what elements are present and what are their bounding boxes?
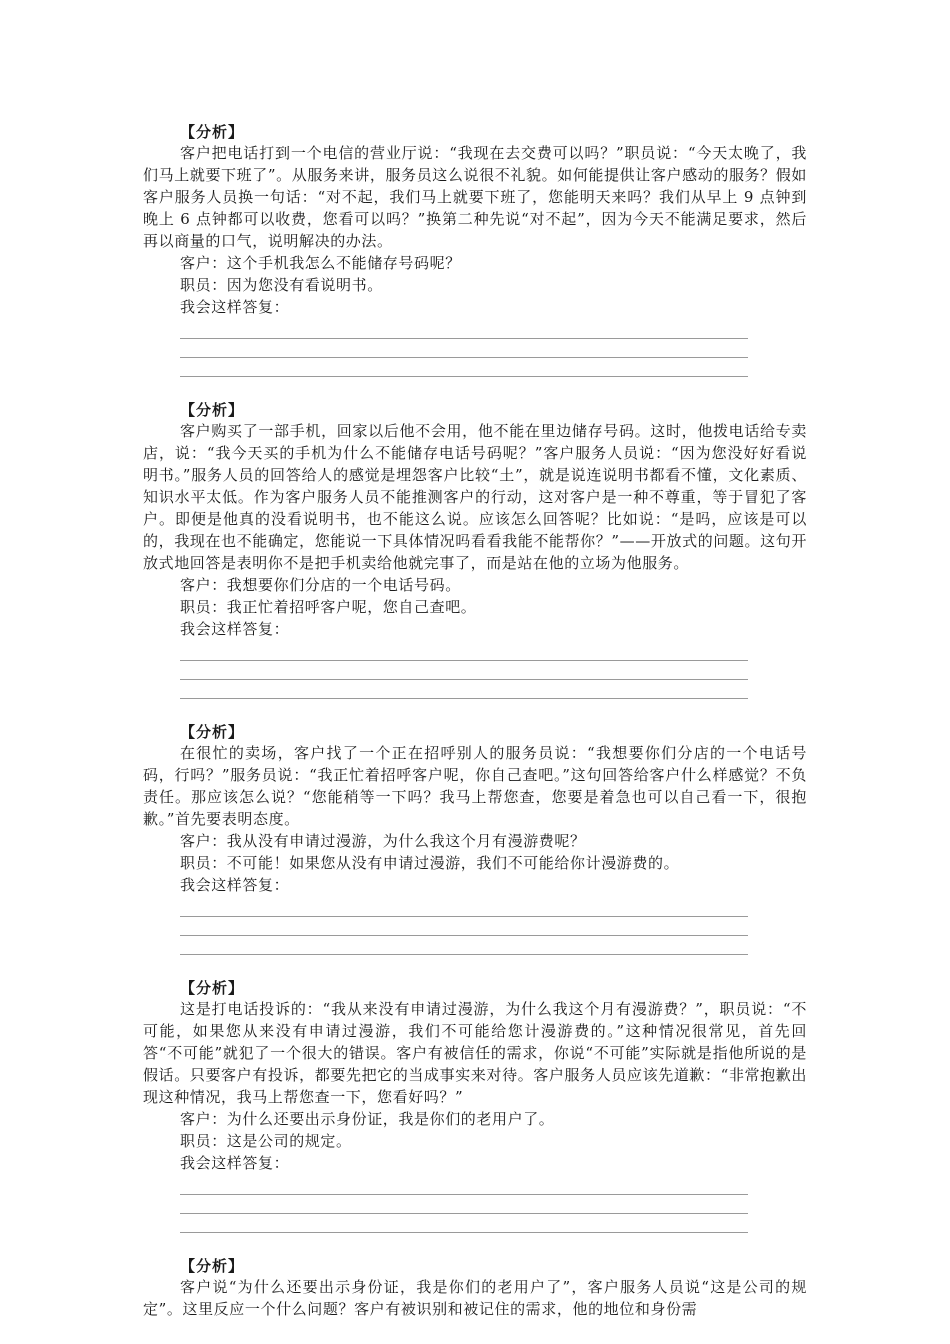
analysis-paragraph: 客户把电话打到一个电信的营业厅说：“我现在去交费可以吗？”职员说：“今天太晚了，我们马上就要下班了”。从服务来讲，服务员这么说很不礼貌。如何能提供让客户感动的服务？假如客户服务人员换一句话：“对不起，我们马上就要下班了，您能明天来吗？我们从早上 9 点钟到晚上 6 点钟都可以收费，您看可以吗？”换第二种先说“对不起”，因为今天不能满足要求，然后再以商量的口气，说明解决的办法。 (143, 144, 807, 250)
analysis-section-5 (143, 1257, 807, 1320)
reply-prompt: 我会这样答复： (180, 1154, 290, 1172)
staff-line: 职员：我正忙着招呼客户呢，您自己查吧。 (180, 598, 477, 616)
staff-line: 职员：不可能！如果您从没有申请过漫游，我们不可能给你计漫游费的。 (180, 854, 680, 872)
answer-lines (143, 1180, 807, 1233)
answer-line[interactable] (180, 680, 748, 699)
customer-line: 客户：这个手机我怎么不能储存号码呢？ (180, 254, 461, 272)
customer-line: 客户：我从没有申请过漫游，为什么我这个月有漫游费呢？ (180, 832, 586, 850)
section-heading: 【分析】 (180, 723, 245, 741)
analysis-section-4 (143, 979, 807, 1233)
answer-lines (143, 646, 807, 699)
answer-line[interactable] (180, 936, 748, 955)
answer-lines (143, 902, 807, 955)
customer-line: 客户：为什么还要出示身份证，我是你们的老用户了。 (180, 1110, 555, 1128)
answer-line[interactable] (180, 917, 748, 936)
reply-prompt: 我会这样答复： (180, 620, 290, 638)
answer-line[interactable] (180, 358, 748, 377)
analysis-section-2 (143, 401, 807, 699)
section-heading: 【分析】 (180, 123, 245, 141)
answer-line[interactable] (180, 324, 748, 339)
answer-lines (143, 324, 807, 377)
answer-line[interactable] (180, 339, 748, 358)
staff-line: 职员：因为您没有看说明书。 (180, 276, 383, 294)
staff-line: 职员：这是公司的规定。 (180, 1132, 352, 1150)
customer-line: 客户：我想要你们分店的一个电话号码。 (180, 576, 461, 594)
section-heading: 【分析】 (180, 1257, 245, 1275)
answer-line[interactable] (180, 646, 748, 661)
answer-line[interactable] (180, 1195, 748, 1214)
analysis-section-3 (143, 723, 807, 955)
analysis-paragraph: 这是打电话投诉的：“我从来没有申请过漫游，为什么我这个月有漫游费？”，职员说：“不可能，如果您从来没有申请过漫游，我们不可能给您计漫游费的。”这种情况很常见，首先回答“不可能”就犯了一个很大的错误。客户有被信任的需求，你说“不可能”实际就是指他所说的是假话。只要客户有投诉，都要先把它的当成事实来对待。客户服务人员应该先道歉：“非常抱歉出现这种情况，我马上帮您查一下，您看好吗？” (143, 1000, 807, 1106)
answer-line[interactable] (180, 1180, 748, 1195)
analysis-paragraph: 在很忙的卖场，客户找了一个正在招呼别人的服务员说：“我想要你们分店的一个电话号码，行吗？”服务员说：“我正忙着招呼客户呢，你自己查吧。”这句回答给客户什么样感觉？不负责任。那应该怎么说？“您能稍等一下吗？我马上帮您查，您要是着急也可以自己看一下，很抱歉。”首先要表明态度。 (143, 744, 807, 828)
document-page (143, 123, 807, 1320)
reply-prompt: 我会这样答复： (180, 876, 290, 894)
answer-line[interactable] (180, 1214, 748, 1233)
answer-line[interactable] (180, 661, 748, 680)
reply-prompt: 我会这样答复： (180, 298, 290, 316)
answer-line[interactable] (180, 902, 748, 917)
analysis-paragraph: 客户说“为什么还要出示身份证，我是你们的老用户了”，客户服务人员说“这是公司的规定”。这里反应一个什么问题？客户有被识别和被记住的需求，他的地位和身份需 (143, 1278, 807, 1318)
section-heading: 【分析】 (180, 401, 245, 419)
analysis-paragraph: 客户购买了一部手机，回家以后他不会用，他不能在里边储存号码。这时，他拨电话给专卖店，说：“我今天买的手机为什么不能储存电话号码呢？”客户服务人员说：“因为您没好好看说明书。”服务人员的回答给人的感觉是埋怨客户比较“土”，就是说连说明书都看不懂，文化素质、知识水平太低。作为客户服务人员不能推测客户的行动，这对客户是一种不尊重，等于冒犯了客户。即便是他真的没看说明书，也不能这么说。应该怎么回答呢？比如说：“是吗，应该是可以的，我现在也不能确定，您能说一下具体情况吗看看我能不能帮你？”——开放式的问题。这句开放式地回答是表明你不是把手机卖给他就完事了，而是站在他的立场为他服务。 (143, 422, 807, 572)
section-heading: 【分析】 (180, 979, 245, 997)
analysis-section-1 (143, 123, 807, 377)
